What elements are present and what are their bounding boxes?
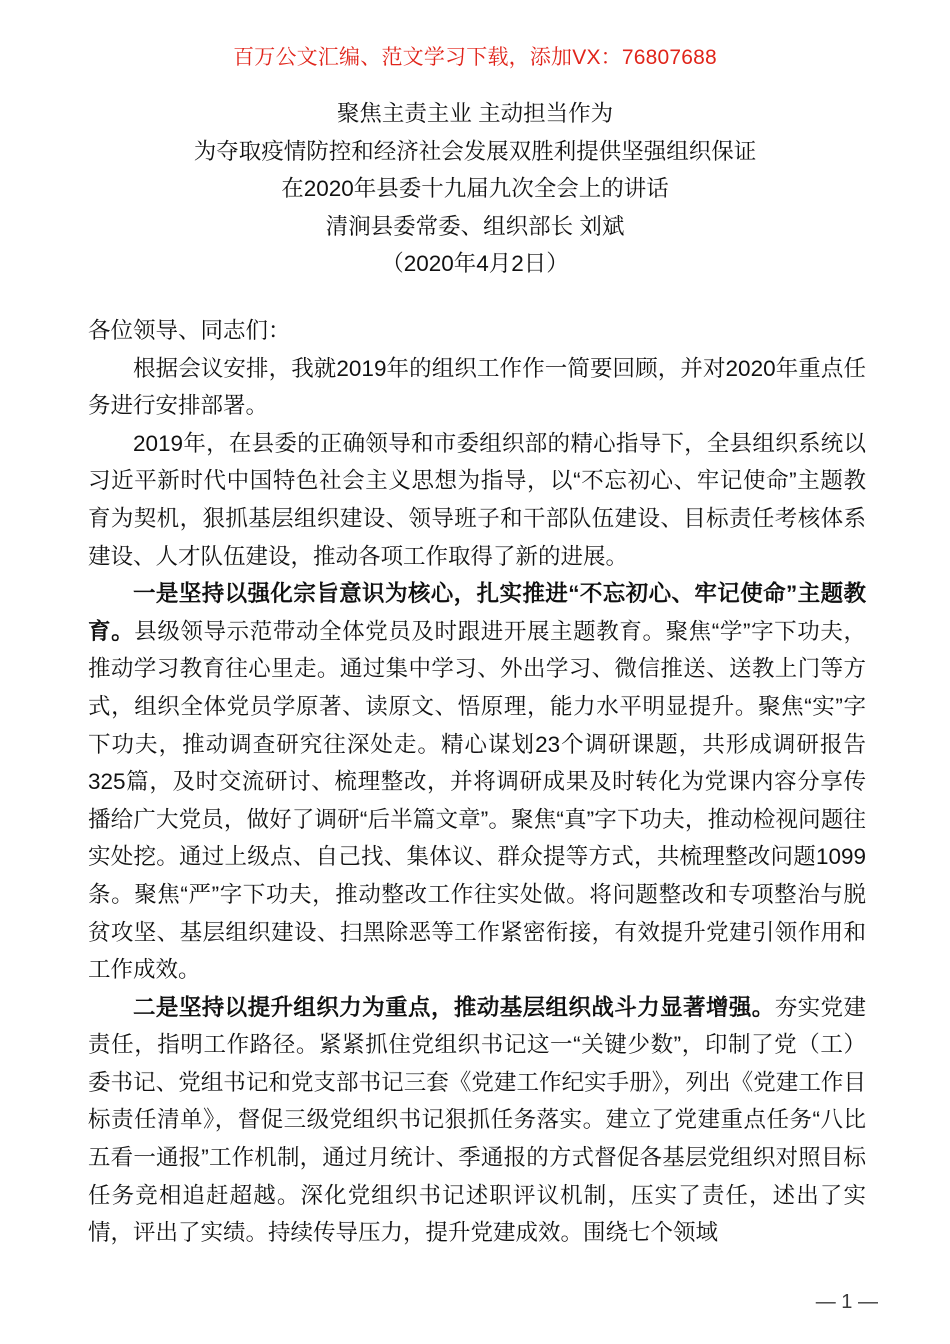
document-body: [88, 312, 866, 1252]
p-2019-review: [88, 425, 866, 575]
document-title-block: [0, 95, 950, 283]
p-point-two: [88, 989, 866, 1252]
title-line-2: 为夺取疫情防控和经济社会发展双胜利提供坚强组织保证: [193, 138, 757, 164]
p-point-one-run-1: 县级领导示范带动全体党员及时跟进开展主题教育。聚焦“学”字下功夫，推动学习教育往心里走。通过集中学习、外出学习、微信推送、送教上门等方式，组织全体党员学原著、读原文、悟原理，能力水平明显提升。聚焦“实”字下功夫，推动调查研究往深处走。精心谋划23个调研课题，共形成调研报告325篇，及时交流研讨、梳理整改，并将调研成果及时转化为党课内容分享传播给广大党员，做好了调研“后半篇文章”。聚焦“真”字下功夫，推动检视问题往实处挖。通过上级点、自己找、集体议、群众提等方式，共梳理整改问题1099条。聚焦“严”字下功夫，推动整改工作往实处做。将问题整改和专项整治与脱贫攻坚、基层组织建设、扫黑除恶等工作紧密衔接，有效提升党建引领作用和工作成效。: [88, 618, 866, 983]
p-point-two-run-0: 二是坚持以提升组织力为重点，推动基层组织战斗力显著增强。: [133, 994, 775, 1020]
p-point-two-run-1: 夯实党建责任，指明工作路径。紧紧抓住党组织书记这一“关键少数”，印制了党（工）委书记、党组书记和党支部书记三套《党建工作纪实手册》，列出《党建工作目标责任清单》，督促三级党组织书记狠抓任务落实。建立了党建重点任务“八比五看一通报”工作机制，通过月统计、季通报的方式督促各基层党组织对照目标任务竞相追赶超越。深化党组织书记述职评议机制，压实了责任，述出了实情，评出了实绩。持续传导压力，提升党建成效。围绕七个领域: [88, 994, 866, 1246]
title-line-date: （2020年4月2日）: [381, 251, 569, 276]
title-line-author: 清涧县委常委、组织部长 刘斌: [325, 213, 625, 239]
p-intro: [88, 350, 866, 425]
paragraph-host: [88, 350, 866, 1252]
p-intro-run-0: 根据会议安排，我就2019年的组织工作作一简要回顾，并对2020年重点任务进行安排部署。: [88, 355, 866, 419]
p-point-one: [88, 575, 866, 989]
title-line-3: 在2020年县委十九届九次全会上的讲话: [281, 176, 669, 201]
p-2019-review-run-0: 2019年，在县委的正确领导和市委组织部的精心指导下，全县组织系统以习近平新时代中国特色社会主义思想为指导，以“不忘初心、牢记使命”主题教育为契机，狠抓基层组织建设、领导班子和干部队伍建设、目标责任考核体系建设、人才队伍建设，推动各项工作取得了新的进展。: [88, 430, 866, 569]
salutation: 各位领导、同志们：: [88, 318, 291, 343]
promo-header-text: 百万公文汇编、范文学习下载，添加VX：76807688: [233, 46, 717, 69]
title-line-1: 聚焦主责主业 主动担当作为: [336, 101, 614, 126]
page-number: — 1 —: [815, 1291, 878, 1313]
p-point-one-run-0: 一是坚持以强化宗旨意识为核心，扎实推进“不忘初心、牢记使命”主题教育。: [88, 581, 866, 644]
